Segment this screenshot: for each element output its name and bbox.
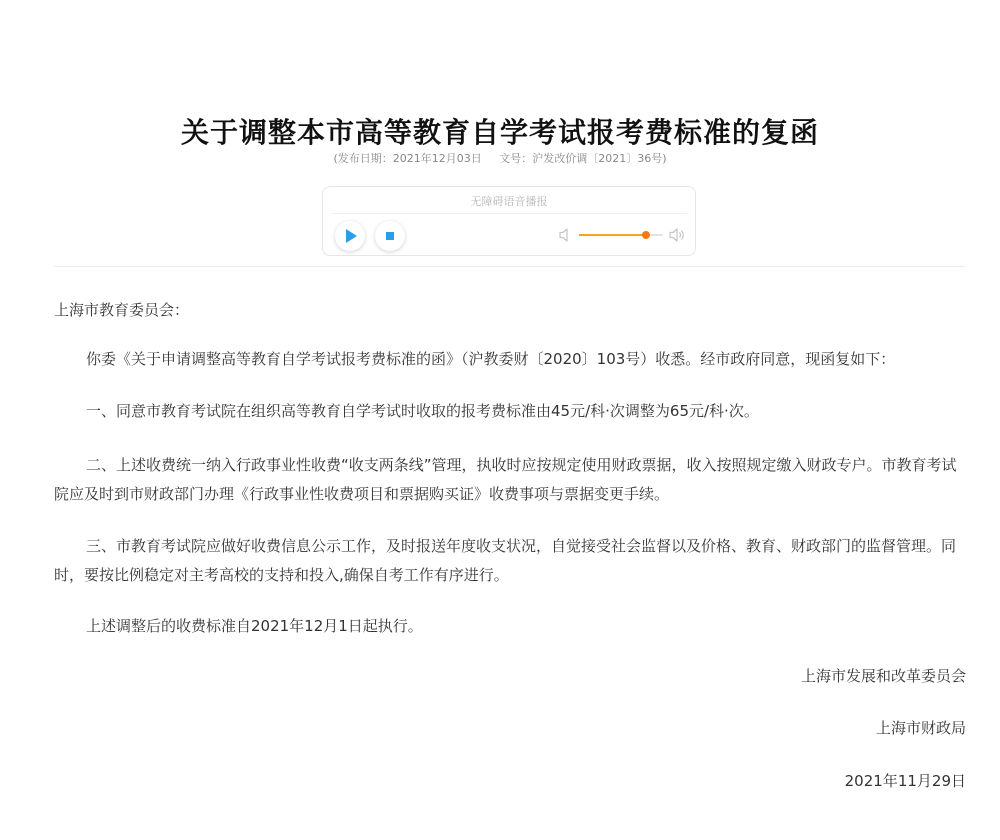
- page-title: 关于调整本市高等教育自学考试报考费标准的复函: [180, 115, 819, 149]
- salutation: 上海市教育委员会：: [54, 301, 190, 319]
- audio-player-divider: [331, 213, 687, 214]
- item-2-paragraph: 二、上述收费统一纳入行政事业性收费“收支两条线”管理，执收时应按规定使用财政票据，收入按照规定缴入财政专户。市教育考试院应及时到市财政部门办理《行政事业性收费项目和票据购买证》收费事项与票据变更手续。: [54, 456, 957, 503]
- volume-slider-fill: [579, 234, 646, 236]
- play-icon: [335, 221, 365, 251]
- header-divider: [54, 266, 965, 267]
- play-button[interactable]: [335, 221, 365, 251]
- effective-date-paragraph: 上述调整后的收费标准自2021年12月1日起执行。: [86, 617, 423, 635]
- stop-icon: [375, 221, 405, 251]
- document-meta: [0, 150, 1000, 166]
- audio-player: [322, 186, 696, 256]
- audio-player-label: 无障碍语音播报: [470, 195, 548, 208]
- publish-date: (发布日期：2021年12月03日: [333, 152, 482, 165]
- volume-slider-handle[interactable]: [642, 231, 650, 239]
- signatory-finance-bureau: 上海市财政局: [875, 719, 966, 737]
- signature-date: 2021年11月29日: [844, 772, 966, 790]
- item-1-paragraph: 一、同意市教育考试院在组织高等教育自学考试时收取的报考费标准由45元/科·次调整为65元/科·次。: [86, 402, 759, 420]
- item-3-paragraph: 三、市教育考试院应做好收费信息公示工作，及时报送年度收支状况，自觉接受社会监督以及价格、教育、财政部门的监督管理。同时，要按比例稳定对主考高校的支持和投入,确保自考工作有序进行。: [54, 537, 957, 584]
- document-number: 文号：沪发改价调〔2021〕36号): [499, 152, 667, 165]
- stop-button[interactable]: [375, 221, 405, 251]
- signatory-development-reform-commission: 上海市发展和改革委员会: [800, 667, 966, 685]
- volume-high-icon[interactable]: [668, 227, 686, 243]
- volume-slider[interactable]: [579, 234, 663, 236]
- volume-low-icon[interactable]: [558, 227, 572, 243]
- intro-paragraph: 你委《关于申请调整高等教育自学考试报考费标准的函》（沪教委财〔2020〕103号）收悉。经市政府同意，现函复如下：: [86, 350, 896, 368]
